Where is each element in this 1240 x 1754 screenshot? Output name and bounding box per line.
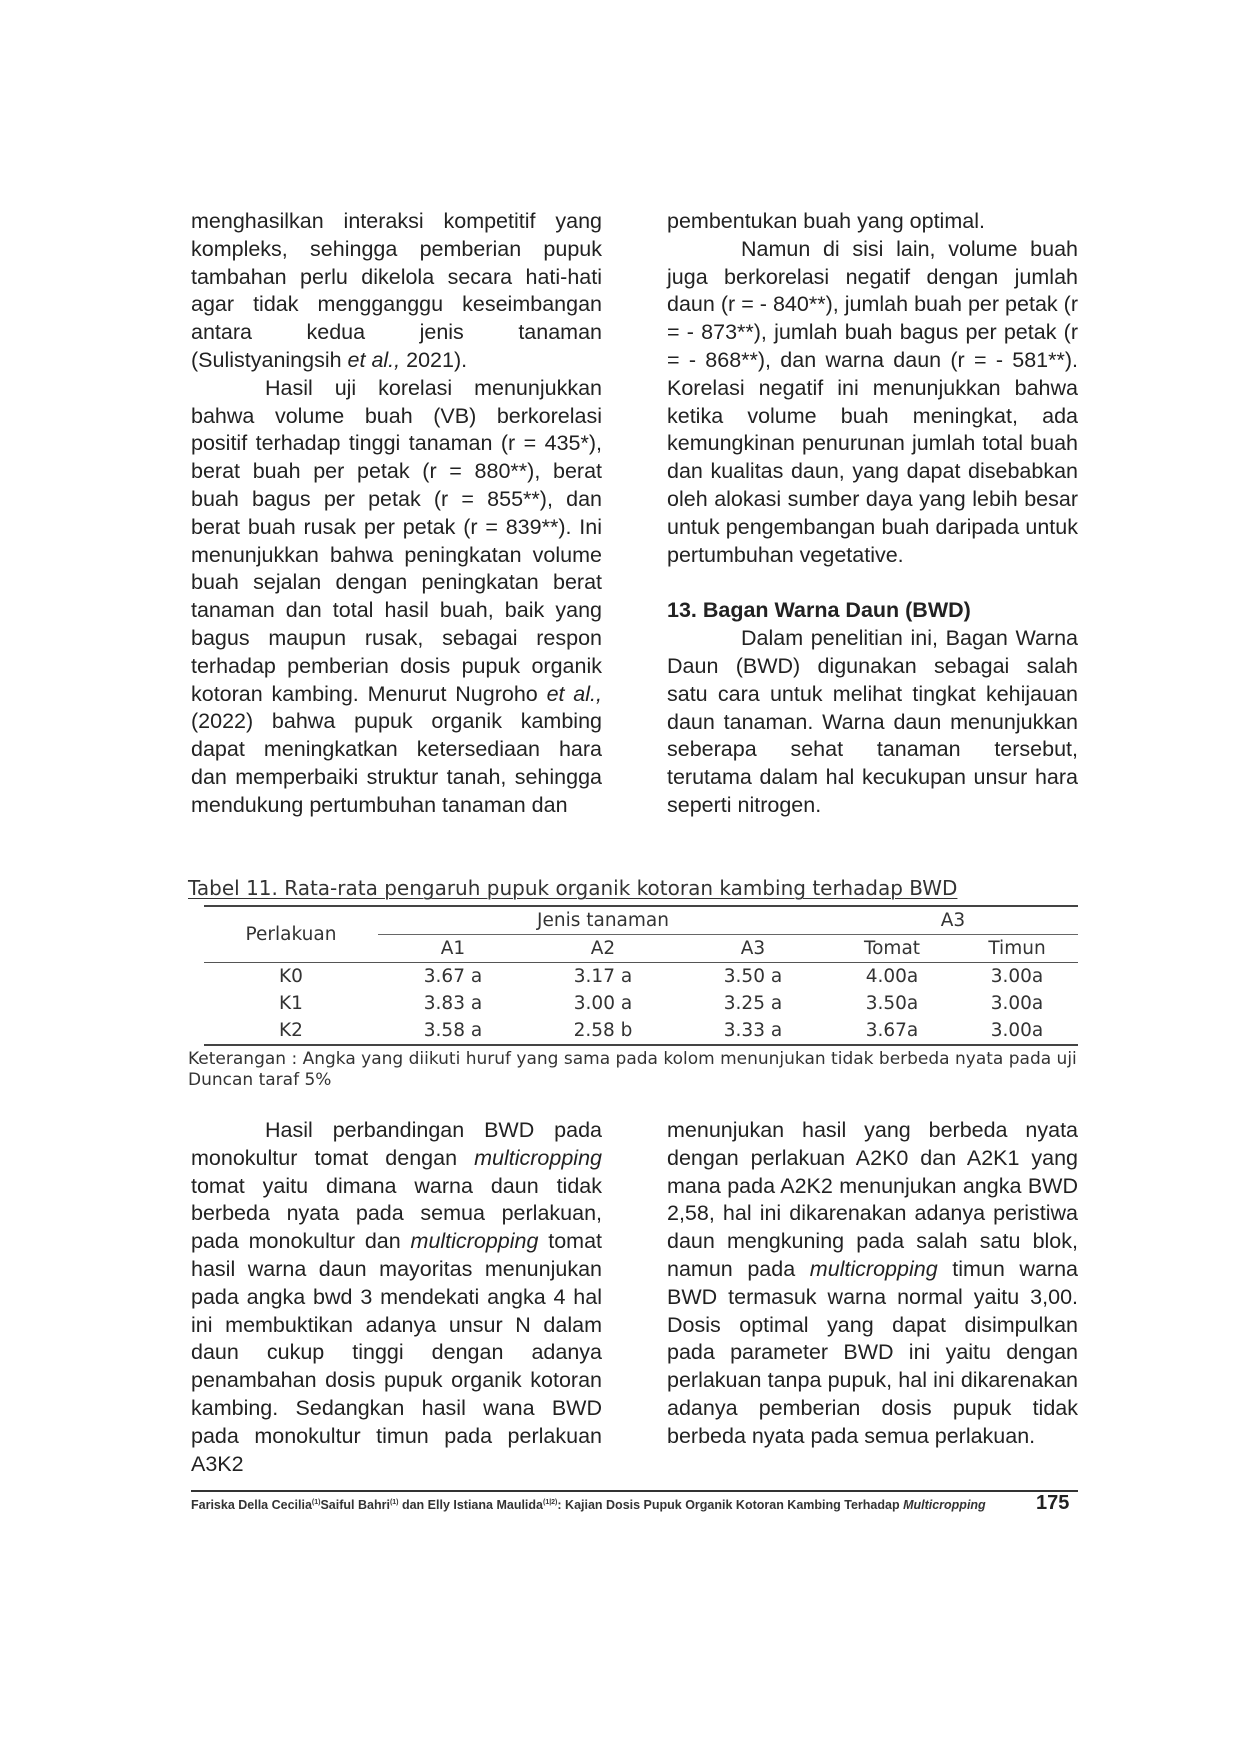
table-row bbox=[204, 963, 1078, 991]
text-column-bottom-right bbox=[667, 1117, 1078, 1451]
table-cell: 3.83 a bbox=[423, 993, 483, 1014]
page-number: 175 bbox=[1036, 1492, 1070, 1514]
header-perlakuan: Perlakuan bbox=[204, 906, 378, 963]
text-column-top-right bbox=[667, 208, 1078, 820]
paragraph: Hasil perbandingan BWD pada monokultur tomat dengan multicropping tomat yaitu dimana warna daun tidak berbeda nyata pada semua perlakuan, pada monokultur dan multicropping tomat hasil warna daun mayoritas menunjukan pada angka bwd 3 mendekati angka 4 hal ini membuktikan adanya unsur N dalam daun cukup tinggi dengan adanya penambahan dosis pupuk organik kotoran kambing. Sedangkan hasil wana BWD pada monokultur timun pada perlakuan A3K2 bbox=[191, 1118, 602, 1476]
paragraph: menghasilkan interaksi kompetitif yang kompleks, sehingga pemberian pupuk tambahan perlu dikelola secara hati-hati agar tidak mengganggu keseimbangan antara kedua jenis tanaman (Sulistyaningsih et al., 2021). bbox=[191, 209, 602, 372]
table-cell: 3.58 a bbox=[378, 1017, 528, 1045]
table-note: Keterangan : Angka yang diikuti huruf yang sama pada kolom menunjukan tidak berbeda nyata pada uji Duncan taraf 5% bbox=[188, 1049, 1077, 1090]
table-row bbox=[204, 1017, 1078, 1045]
table-cell: 3.67a bbox=[828, 1017, 956, 1045]
table-cell: 3.33 a bbox=[678, 1017, 828, 1045]
table-caption: Tabel 11. Rata-rata pengaruh pupuk organik kotoran kambing terhadap BWD bbox=[188, 876, 958, 900]
paragraph: pembentukan buah yang optimal. bbox=[667, 209, 985, 233]
table-cell: 3.00a bbox=[990, 966, 1044, 987]
footer-citation: Fariska Della Cecilia$^{(1)}$Saiful Bahri$^{(1)}$ dan Elly Istiana Maulida$^{(1|2)}$: Kajian Dosis Pupuk Organik Kotoran Kambing Terhadap Multicropping bbox=[191, 1498, 986, 1512]
table-cell: 2.58 b bbox=[528, 1017, 678, 1045]
table-cell: 3.50a bbox=[865, 993, 919, 1014]
row-label: K0 bbox=[279, 966, 303, 987]
table-cell: 4.00a bbox=[865, 966, 919, 987]
subheader-tomat: Tomat bbox=[828, 935, 956, 963]
subheader-a2: A2 bbox=[528, 935, 678, 963]
row-label: K1 bbox=[279, 993, 303, 1014]
table-cell: 3.50 a bbox=[723, 966, 783, 987]
subheader-a3: A3 bbox=[678, 935, 828, 963]
table-cell: 3.25 a bbox=[723, 993, 783, 1014]
table-cell: 3.00 a bbox=[573, 993, 633, 1014]
subheader-timun: Timun bbox=[956, 935, 1078, 963]
paragraph: Hasil uji korelasi menunjukkan bahwa volume buah (VB) berkorelasi positif terhadap tinggi tanaman (r = 435*), berat buah per petak (r = 880**), berat buah bagus per petak (r = 855**), dan berat buah rusak per petak (r = 839**). Ini menunjukkan bahwa peningkatan volume buah sejalan dengan peningkatan berat tanaman dan total hasil buah, baik yang bagus maupun rusak, sebagai respon terhadap pemberian dosis pupuk organik kotoran kambing. Menurut Nugroho et al., (2022) bahwa pupuk organik kambing dapat meningkatkan ketersediaan hara dan memperbaiki struktur tanah, sehingga mendukung pertumbuhan tanaman dan bbox=[191, 375, 602, 817]
table-cell: 3.00a bbox=[990, 993, 1044, 1014]
text-column-top-left bbox=[191, 208, 602, 820]
paragraph: menunjukan hasil yang berbeda nyata dengan perlakuan A2K0 dan A2K1 yang mana pada A2K2 menunjukan angka BWD 2,58, hal ini dikarenakan adanya peristiwa daun mengkuning pada salah satu blok, namun pada multicropping timun warna BWD termasuk warna normal yaitu 3,00. Dosis optimal yang dapat disimpulkan pada parameter BWD ini yaitu dengan perlakuan tanpa pupuk, hal ini dikarenakan adanya pemberian dosis pupuk tidak berbeda nyata pada semua perlakuan. bbox=[667, 1118, 1078, 1448]
paragraph: Namun di sisi lain, volume buah juga berkorelasi negatif dengan jumlah daun (r = - 840**), jumlah buah per petak (r = - 873**), jumlah buah bagus per petak (r = - 868**), dan warna daun (r = - 581**). Korelasi negatif ini menunjukkan bahwa ketika volume buah meningkat, ada kemungkinan penurunan jumlah total buah dan kualitas daun, yang dapat disebabkan oleh alokasi sumber daya yang lebih besar untuk pengembangan buah daripada untuk pertumbuhan vegetative. bbox=[667, 236, 1078, 567]
row-label: K2 bbox=[204, 1017, 378, 1045]
header-a3-group: A3 bbox=[828, 906, 1078, 935]
table-row bbox=[204, 990, 1078, 1017]
table-block bbox=[188, 875, 1078, 1091]
header-jenis-tanaman: Jenis tanaman bbox=[378, 906, 828, 935]
text-column-bottom-left bbox=[191, 1117, 602, 1478]
footer-rule bbox=[191, 1490, 1078, 1492]
table-cell: 3.67 a bbox=[423, 966, 483, 987]
paragraph: Dalam penelitian ini, Bagan Warna Daun (BWD) digunakan sebagai salah satu cara untuk melihat tingkat kehijauan daun tanaman. Warna daun menunjukkan seberapa sehat tanaman tersebut, terutama dalam hal kecukupan unsur hara seperti nitrogen. bbox=[667, 626, 1078, 817]
section-heading: 13. Bagan Warna Daun (BWD) bbox=[667, 598, 971, 623]
subheader-a1: A1 bbox=[378, 935, 528, 963]
bwd-table bbox=[204, 905, 1078, 1046]
table-cell: 3.17 a bbox=[573, 966, 633, 987]
table-cell: 3.00a bbox=[956, 1017, 1078, 1045]
